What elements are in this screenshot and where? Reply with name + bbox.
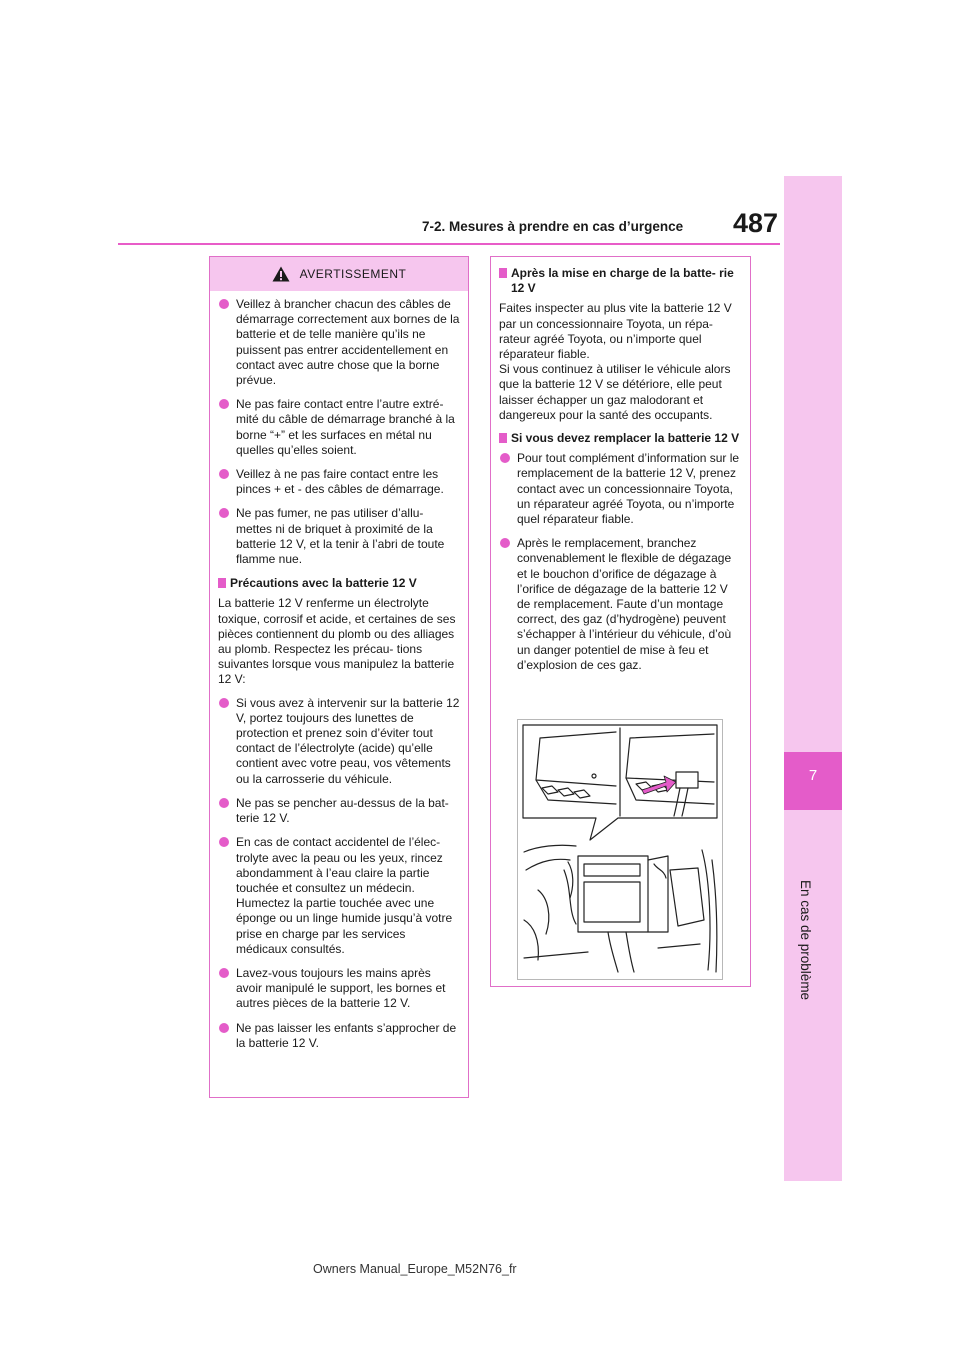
precautions-text: La batterie 12 V renferme un électrolyte toxique, corrosif et acide, et certaines de ses pièces contiennent du plomb ou des alliages au plomb. Respectez les précau- tions suivantes lorsque vous manipulez la batterie 12 V: [218,596,456,687]
warning-item-text: Ne pas fumer, ne pas utiliser d’allu- mettes ni de briquet à proximité de la batterie 12 V, et la tenir à l’abri de toute flamme nue. [236,506,445,567]
square-marker-icon [499,433,507,443]
replace-item [499,451,742,527]
after-charge-text: Si vous continuez à utiliser le véhicule alors que la batterie 12 V se détériore, elle peut laisser échapper un gaz malodorant et dangereux pour la santé des occupants. [499,362,731,422]
square-marker-icon [218,578,226,588]
warning-title: AVERTISSEMENT [299,267,407,281]
after-charge-heading-text: Après la mise en charge de la batte- rie 12 V [511,266,734,296]
bullet-dot-icon [219,1023,229,1033]
precaution-item-text: Ne pas se pencher au-dessus de la bat- terie 12 V. [236,795,449,826]
bullet-dot-icon [219,968,229,978]
bullet-dot-icon [500,538,510,548]
precaution-item-text: En cas de contact accidentel de l’élec- trolyte avec la peau ou les yeux, rincez abondamment à l’eau claire la partie touchée et consultez un médecin. Humectez la partie touchée avec une éponge ou un linge humide jusqu’à votre prise en charge par les services médicaux consultés. [236,835,453,956]
footer-text: Owners Manual_Europe_M52N76_fr [313,1262,517,1276]
precautions-heading-text: Précautions avec la batterie 12 V [230,576,417,591]
after-charge-heading [499,266,742,296]
warning-item [218,467,460,497]
precaution-item [218,696,460,787]
header-rule [118,243,780,245]
after-charge-text: Faites inspecter au plus vite la batterie 12 V par un concessionnaire Toyota, un répa- rateur agréé Toyota, ou n’importe quel réparateur fiable. [499,301,732,362]
square-marker-icon [499,268,507,278]
replace-heading [499,431,742,446]
precaution-item [218,1021,460,1051]
warning-item-text: Ne pas faire contact entre l’autre extré- mité du câble de démarrage branché à la borne “+” et les surfaces en métal nu quelles qu’elles soient. [236,397,455,457]
section-title: 7-2. Mesures à prendre en cas d’urgence [422,219,684,234]
precaution-item-text: Ne pas laisser les enfants s’approcher de la batterie 12 V. [236,1020,457,1050]
bullet-dot-icon [219,508,229,518]
precaution-item [218,796,460,826]
replace-item-text: Après le remplacement, branchez convenablement le flexible de dégazage et le bouchon d’orifice de dégazage à l’orifice de dégazage de la batterie 12 V de remplacement. Faute d’un montage correct, des gaz (d’hydrogène) peuvent s’échapper à l’intérieur du véhicule, d’où un danger potentiel de mise à feu et d’explosion de ces gaz. [517,536,732,672]
warning-header [210,257,468,291]
bullet-dot-icon [219,299,229,309]
warning-item [218,397,460,458]
chapter-title: En cas de problème [798,880,813,1001]
precaution-item-text: Si vous avez à intervenir sur la batterie 12 V, portez toujours des lunettes de protection et prenez soin d’éviter tout contact de l’électrolyte (acide) qu’elle contient avec votre peau, vos vêtements ou la carrosserie du véhicule. [236,695,460,786]
precaution-item [218,966,460,1012]
warning-item-text: Veillez à ne pas faire contact entre les pinces + et - des câbles de démarrage. [236,467,444,497]
bullet-dot-icon [219,798,229,808]
precautions-heading [218,576,460,591]
warning-item-text: Veillez à brancher chacun des câbles de démarrage correctement aux bornes de la batterie et de telle manière qu’ils ne puissent pas entrer accidentellement en contact avec autre chose que la borne prévue. [236,297,460,388]
warning-item [218,506,460,567]
bullet-dot-icon [219,469,229,479]
replace-item-text: Pour tout complément d’information sur le remplacement de la batterie 12 V, prenez contact avec un concessionnaire Toyota, un réparateur agréé Toyota, ou n’importe quel réparateur fiable. [517,451,740,527]
warning-box [209,256,469,1098]
warning-triangle-icon [272,266,290,282]
side-tab [784,176,842,1181]
warning-item [218,297,460,388]
chapter-number: 7 [808,767,818,784]
battery-vent-illustration [517,719,723,980]
replace-item [499,536,742,673]
bullet-dot-icon [500,453,510,463]
precaution-item-text: Lavez-vous toujours les mains après avoir manipulé le support, les bornes et autres pièces de la batterie 12 V. [236,965,446,1011]
bullet-dot-icon [219,837,229,847]
bullet-dot-icon [219,698,229,708]
page-number: 487 [733,208,779,238]
precaution-item [218,835,460,957]
bullet-dot-icon [219,399,229,409]
replace-heading-text: Si vous devez remplacer la batterie 12 V [511,431,740,446]
